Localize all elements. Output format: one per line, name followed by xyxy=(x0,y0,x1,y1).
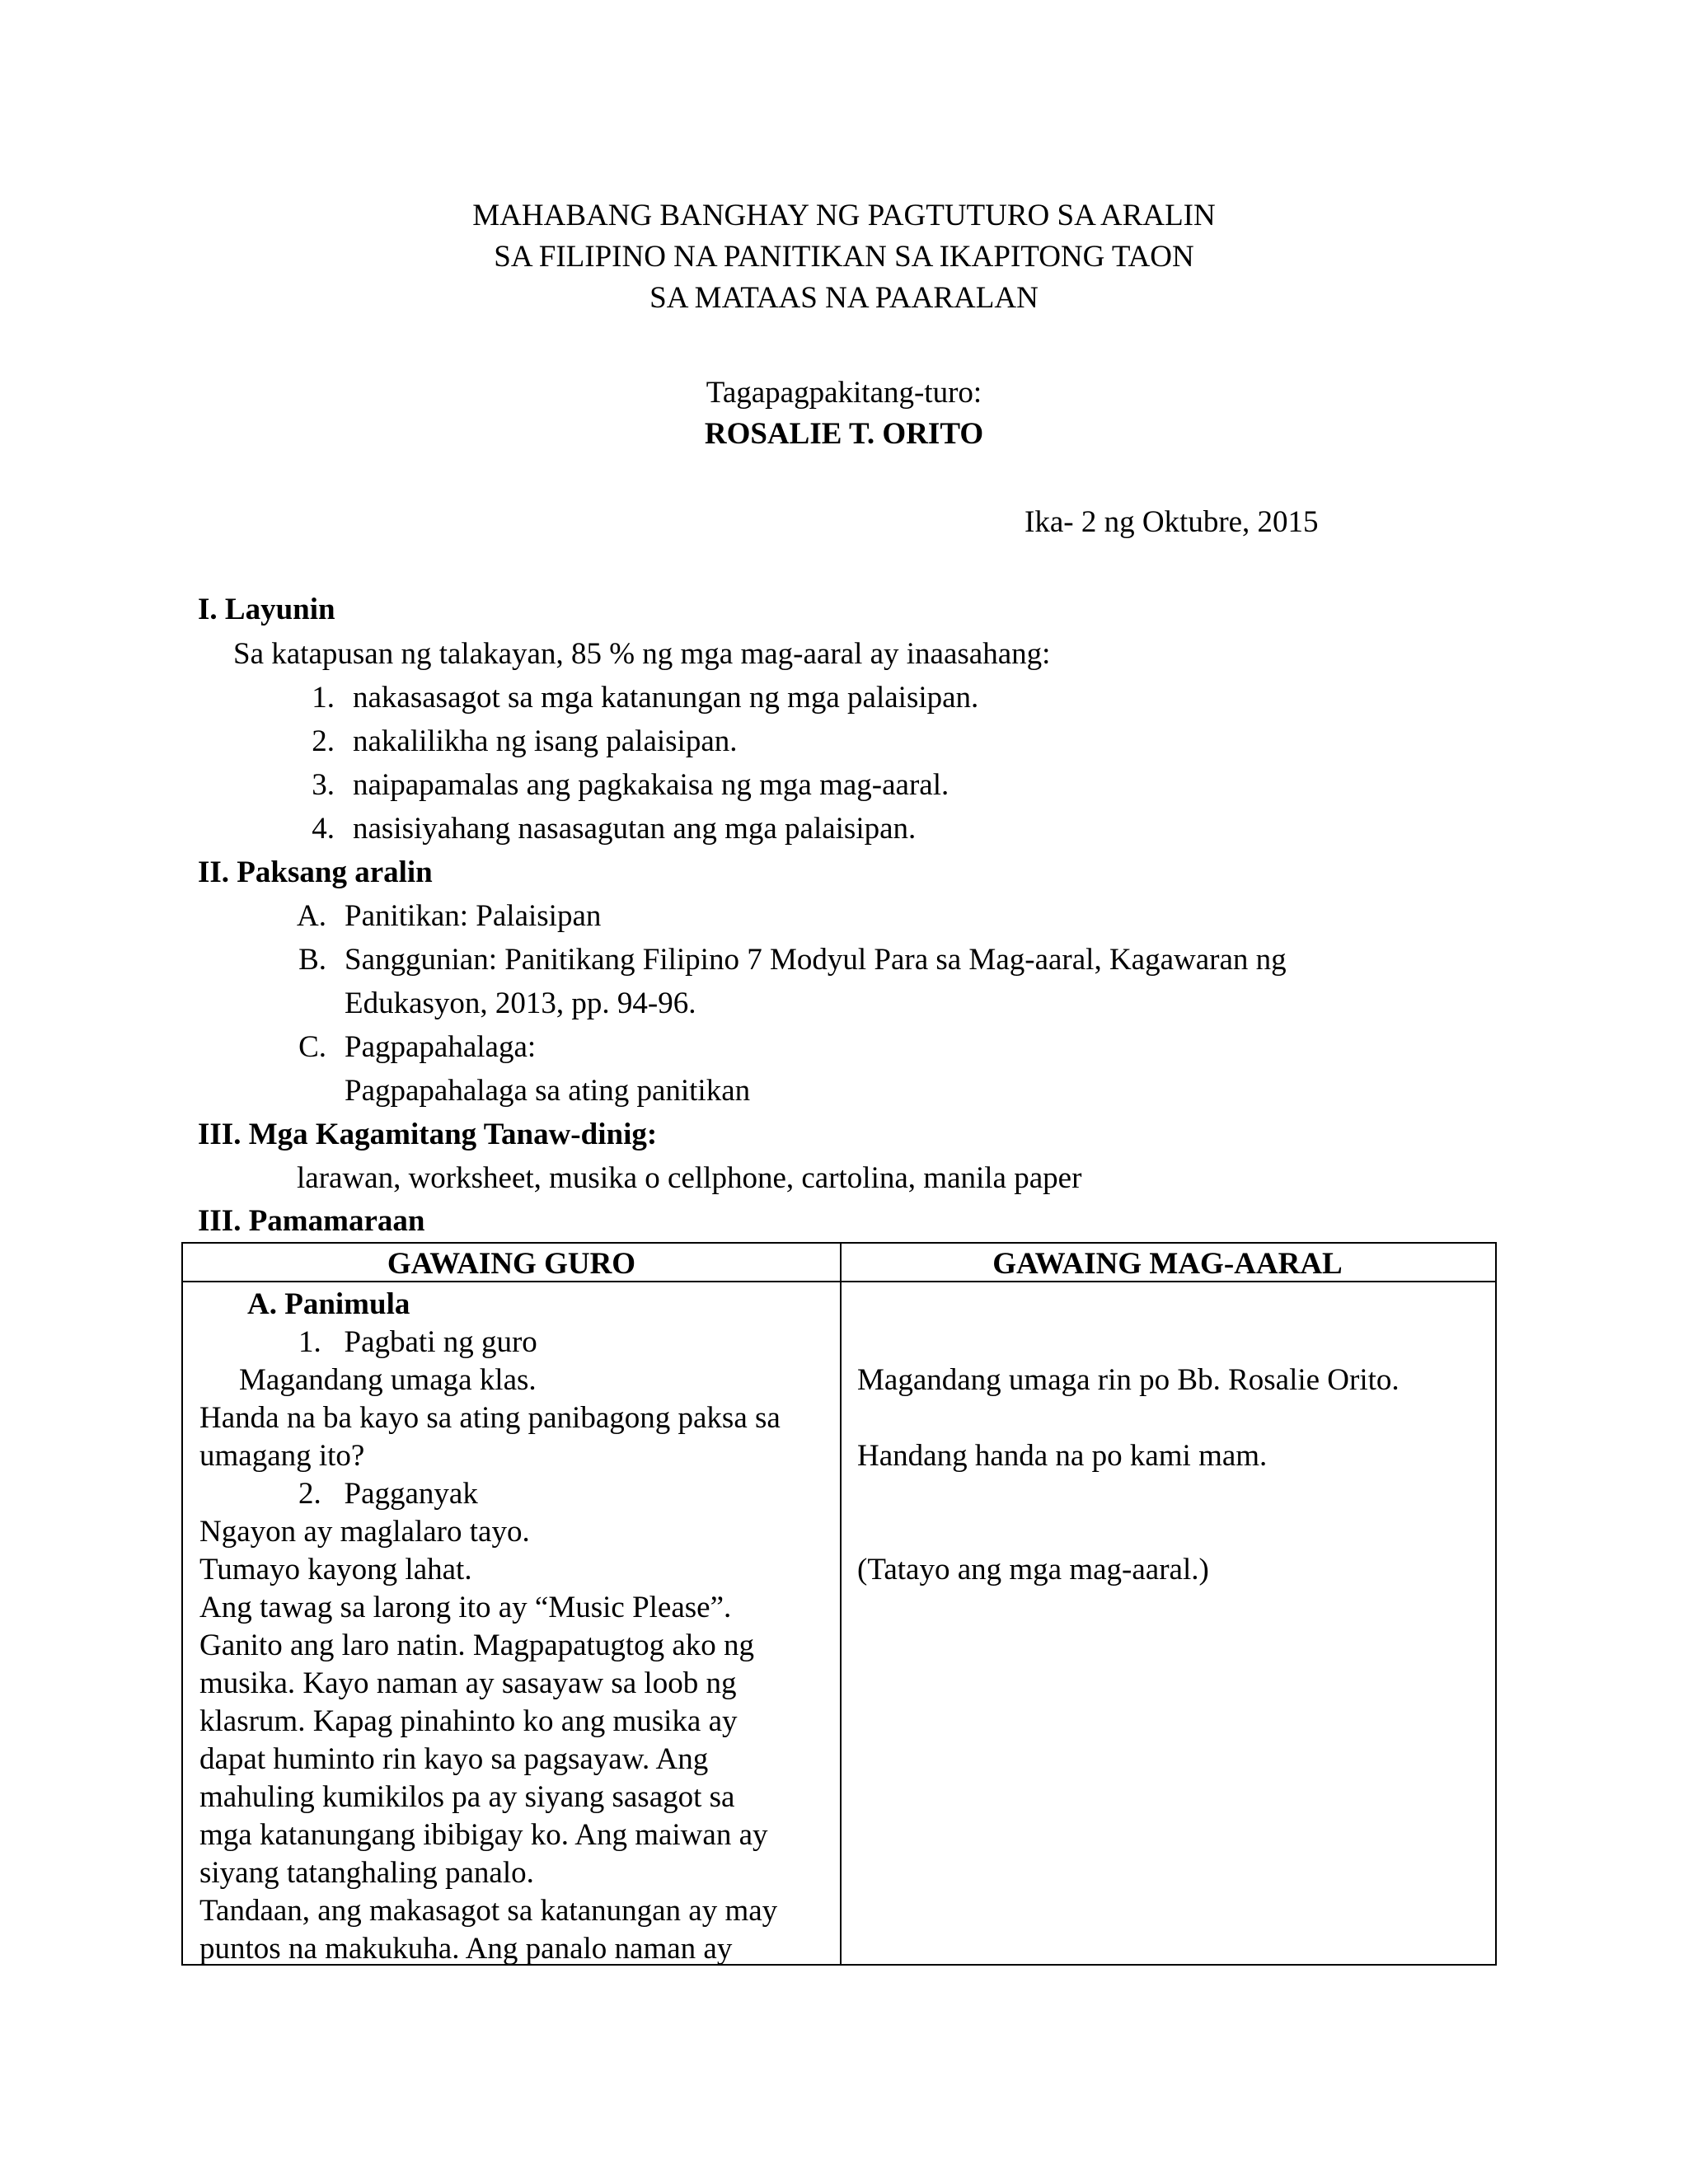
layunin-item-4 xyxy=(288,811,916,847)
title-line-1: MAHABANG BANGHAY NG PAGTUTURO SA ARALIN xyxy=(472,199,1216,232)
guro-line: Tumayo kayong lahat. xyxy=(199,1553,472,1586)
paksa-letter: B. xyxy=(298,943,326,977)
guro-line: 2. Pagganyak xyxy=(298,1477,478,1511)
column-header-guro: GAWAING GURO xyxy=(387,1247,636,1281)
guro-line: 1. Pagbati ng guro xyxy=(298,1325,537,1359)
paksa-item-a xyxy=(280,898,601,935)
layunin-item-3 xyxy=(288,767,949,804)
guro-line: Ang tawag sa larong ito ay “Music Please”. xyxy=(199,1591,732,1624)
layunin-item-2 xyxy=(288,724,738,760)
guro-line: musika. Kayo naman ay sasayaw sa loob ng xyxy=(199,1666,737,1700)
guro-line: klasrum. Kapag pinahinto ko ang musika ay xyxy=(199,1704,738,1738)
layunin-item-1 xyxy=(288,680,978,716)
magaaral-line: Magandang umaga rin po Bb. Rosalie Orito. xyxy=(857,1363,1400,1397)
layunin-intro: Sa katapusan ng talakayan, 85 % ng mga mag-aaral ay inaasahang: xyxy=(233,637,1051,671)
layunin-item-number: 4. xyxy=(312,812,335,846)
layunin-item-number: 2. xyxy=(312,724,335,758)
section-panimula: A. Panimula xyxy=(247,1287,410,1321)
layunin-item-text: nakalilikha ng isang palaisipan. xyxy=(353,724,738,758)
presenter-name: ROSALIE T. ORITO xyxy=(704,417,984,451)
guro-line: Tandaan, ang makasagot sa katanungan ay may xyxy=(199,1894,778,1928)
paksa-item-b-cont: Edukasyon, 2013, pp. 94-96. xyxy=(345,987,696,1020)
lesson-date: Ika- 2 ng Oktubre, 2015 xyxy=(1025,505,1319,539)
guro-line: Ngayon ay maglalaro tayo. xyxy=(199,1515,530,1549)
guro-line: Ganito ang laro natin. Magpapatugtog ako ng xyxy=(199,1629,755,1662)
guro-line: Magandang umaga klas. xyxy=(239,1363,537,1397)
paksa-item-b xyxy=(280,942,1287,978)
paksa-text: Sanggunian: Panitikang Filipino 7 Modyul Para sa Mag-aaral, Kagawaran ng xyxy=(345,943,1287,977)
table-column-divider xyxy=(840,1244,842,1964)
paksa-item-c-sub: Pagpapahalaga sa ating panitikan xyxy=(345,1074,751,1108)
pamamaraan-heading: III. Pamamaraan xyxy=(198,1204,425,1238)
paksa-heading: II. Paksang aralin xyxy=(198,855,433,889)
guro-line: dapat huminto rin kayo sa pagsayaw. Ang xyxy=(199,1742,709,1776)
guro-line: siyang tatanghaling panalo. xyxy=(199,1856,534,1890)
title-line-3: SA MATAAS NA PAARALAN xyxy=(649,281,1039,315)
magaaral-line: (Tatayo ang mga mag-aaral.) xyxy=(857,1553,1209,1586)
title-line-2: SA FILIPINO NA PANITIKAN SA IKAPITONG TAON xyxy=(494,240,1194,274)
column-header-magaaral: GAWAING MAG-AARAL xyxy=(992,1247,1343,1281)
layunin-heading: I. Layunin xyxy=(198,593,335,626)
guro-line: Handa na ba kayo sa ating panibagong paksa sa xyxy=(199,1401,781,1435)
guro-line: mahuling kumikilos pa ay siyang sasagot sa xyxy=(199,1780,735,1814)
presenter-label: Tagapagpakitang-turo: xyxy=(706,376,982,410)
paksa-text: Panitikan: Palaisipan xyxy=(345,899,602,933)
paksa-item-c xyxy=(280,1029,536,1066)
guro-line: mga katanungang ibibigay ko. Ang maiwan ay xyxy=(199,1818,768,1852)
kagamitan-text: larawan, worksheet, musika o cellphone, cartolina, manila paper xyxy=(297,1161,1082,1195)
guro-line: puntos na makukuha. Ang panalo naman ay xyxy=(199,1932,733,1966)
layunin-item-text: naipapamalas ang pagkakaisa ng mga mag-aaral. xyxy=(353,768,950,802)
kagamitan-heading: III. Mga Kagamitang Tanaw-dinig: xyxy=(198,1118,658,1151)
pamamaraan-table xyxy=(181,1242,1497,1966)
guro-line: umagang ito? xyxy=(199,1439,365,1473)
paksa-letter: A. xyxy=(297,899,326,933)
layunin-item-number: 3. xyxy=(312,768,335,802)
magaaral-line: Handang handa na po kami mam. xyxy=(857,1439,1268,1473)
paksa-letter: C. xyxy=(298,1030,326,1064)
layunin-item-text: nakasasagot sa mga katanungan ng mga palaisipan. xyxy=(353,681,979,715)
layunin-item-text: nasisiyahang nasasagutan ang mga palaisipan. xyxy=(353,812,917,846)
paksa-text: Pagpapahalaga: xyxy=(345,1030,537,1064)
layunin-item-number: 1. xyxy=(312,681,335,715)
